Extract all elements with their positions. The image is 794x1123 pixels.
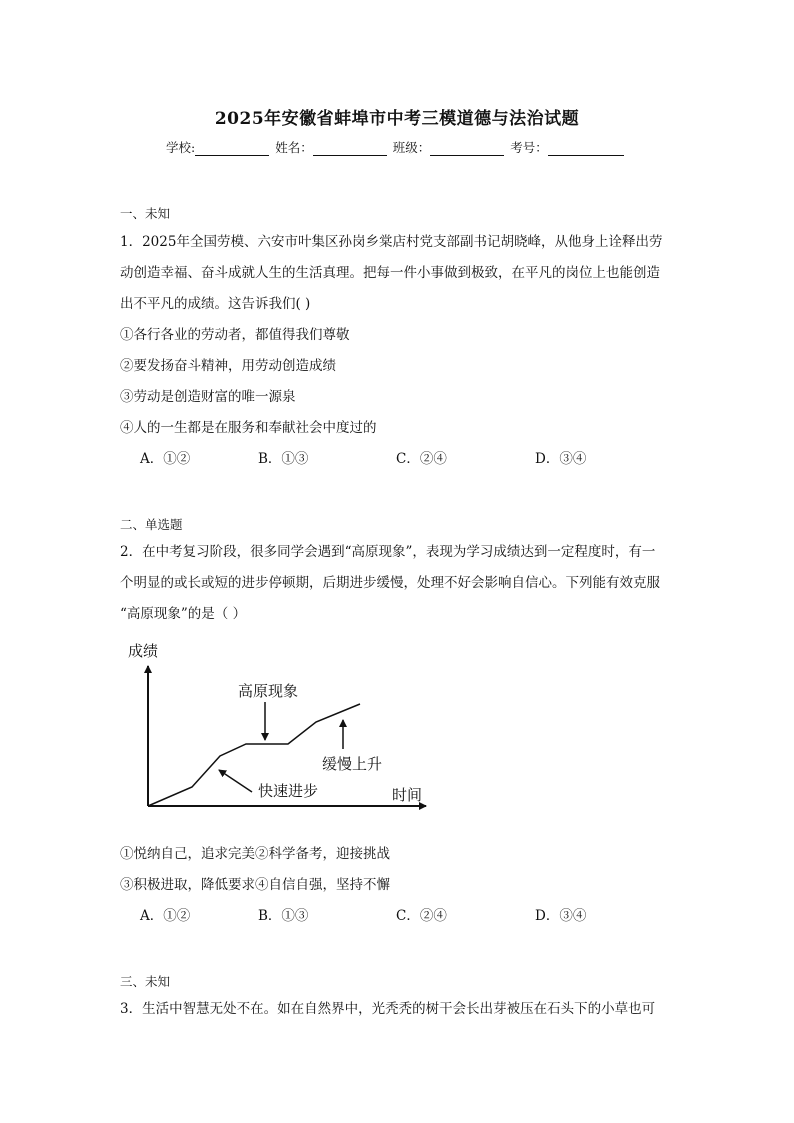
x-axis-label: 时间 — [392, 786, 423, 804]
statement-item: ①各行各业的劳动者，都值得我们尊敬 — [120, 327, 350, 343]
option-a[interactable]: A．①② — [140, 451, 191, 467]
option-d[interactable]: D．③④ — [535, 908, 587, 924]
statement-item: ②要发扬奋斗精神，用劳动创造成绩 — [120, 358, 336, 374]
statement-item: ③劳动是创造财富的唯一源泉 — [120, 389, 296, 405]
fast-progress-label: 快速进步 — [258, 782, 319, 800]
option-c[interactable]: C．②④ — [396, 451, 447, 467]
slow-rise-label: 缓慢上升 — [322, 755, 383, 773]
plateau-diagram — [124, 636, 436, 814]
section-heading: 三、未知 — [120, 974, 171, 989]
y-axis-label: 成绩 — [128, 642, 159, 660]
option-d[interactable]: D．③④ — [535, 451, 587, 467]
exam-no-blank[interactable] — [548, 141, 624, 156]
section-heading: 一、未知 — [120, 206, 171, 221]
question-text-line: 出不平凡的成绩。这告诉我们( ) — [120, 296, 311, 312]
option-c[interactable]: C．②④ — [396, 908, 447, 924]
question-text-line: 3．生活中智慧无处不在。如在自然界中，光秃秃的树干会长出芽被压在石头下的小草也可 — [120, 1001, 656, 1017]
class-label: 班级： — [392, 140, 431, 155]
question-text-line: “高原现象”的是（ ） — [120, 606, 247, 622]
section-heading: 二、单选题 — [120, 517, 183, 532]
question-text-line: 1．2025年全国劳模、六安市叶集区孙岗乡棠店村党支部副书记胡晓峰，从他身上诠释出劳 — [120, 234, 663, 250]
question-text-line: 个明显的或长或短的进步停顿期，后期进步缓慢，处理不好会影响自信心。下列能有效克服 — [120, 575, 660, 591]
page-title: 2025年安徽省蚌埠市中考三模道德与法治试题 — [214, 109, 580, 129]
question-text-line: 2．在中考复习阶段，很多同学会遇到“高原现象”，表现为学习成绩达到一定程度时，有一 — [120, 544, 656, 560]
question-text-line: 动创造幸福、奋斗成就人生的生活真理。把每一件小事做到极致，在平凡的岗位上也能创造 — [120, 265, 660, 281]
exam-no-label: 考号： — [510, 140, 548, 155]
statement-item: ④人的一生都是在服务和奉献社会中度过的 — [120, 420, 377, 436]
option-a[interactable]: A．①② — [140, 908, 191, 924]
statement-item: ③积极进取，降低要求④自信自强，坚持不懈 — [120, 877, 390, 893]
plateau-label: 高原现象 — [238, 682, 299, 700]
name-blank[interactable] — [313, 141, 387, 156]
name-label: 姓名： — [275, 140, 313, 155]
school-blank[interactable] — [195, 141, 269, 156]
fast-progress-arrow — [219, 770, 252, 792]
school-label: 学校: — [166, 140, 196, 155]
class-blank[interactable] — [430, 141, 504, 156]
statement-item: ①悦纳自己，追求完美②科学备考，迎接挑战 — [120, 846, 390, 862]
option-b[interactable]: B．①③ — [258, 908, 309, 924]
student-info-line — [166, 138, 626, 156]
option-b[interactable]: B．①③ — [258, 451, 309, 467]
